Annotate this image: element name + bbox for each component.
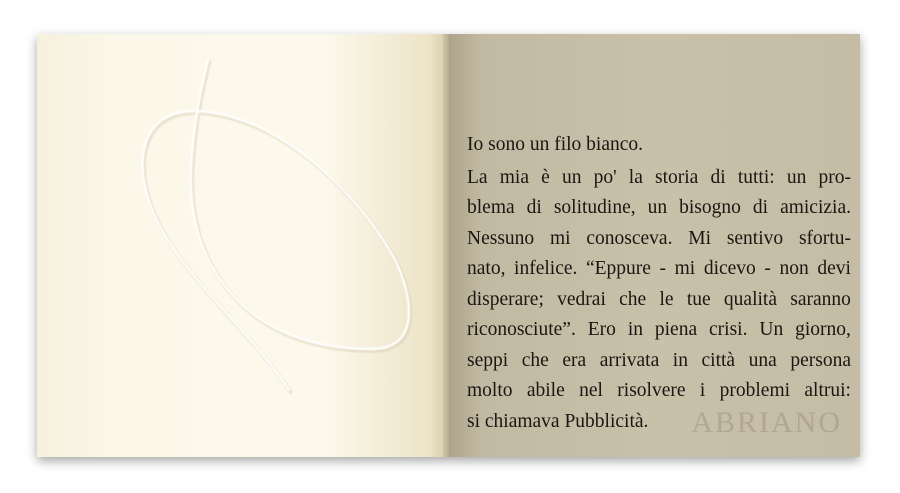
white-thread bbox=[37, 34, 445, 457]
text-line-2: La mia è un po' la storia di tutti: un pro- bbox=[467, 166, 851, 188]
text-line-10: si chiamava Pubblicità. bbox=[467, 410, 649, 432]
paper-watermark: ABRIANO bbox=[691, 406, 842, 439]
text-line-4: Nessuno mi conosceva. Mi sentivo sfortu- bbox=[467, 227, 851, 249]
text-line-3: blema di solitudine, un bisogno di amicizia. bbox=[467, 197, 851, 218]
text-line-1: Io sono un filo bianco. bbox=[467, 134, 644, 155]
text-line-5: nato, infelice. “Eppure - mi dicevo - non devi bbox=[467, 258, 851, 279]
text-line-8: seppi che era arrivata in città una persona bbox=[467, 349, 851, 371]
text-line-6: disperare; vedrai che le tue qualità saranno bbox=[467, 288, 851, 310]
text-line-7: riconosciute”. Ero in piena crisi. Un giorno, bbox=[467, 319, 851, 340]
story-text bbox=[467, 130, 851, 437]
text-line-9: molto abile nel risolvere i problemi altrui: bbox=[467, 380, 851, 401]
left-page bbox=[37, 34, 445, 457]
thread-strand bbox=[143, 60, 409, 390]
right-page bbox=[449, 34, 860, 457]
open-book bbox=[37, 34, 860, 457]
